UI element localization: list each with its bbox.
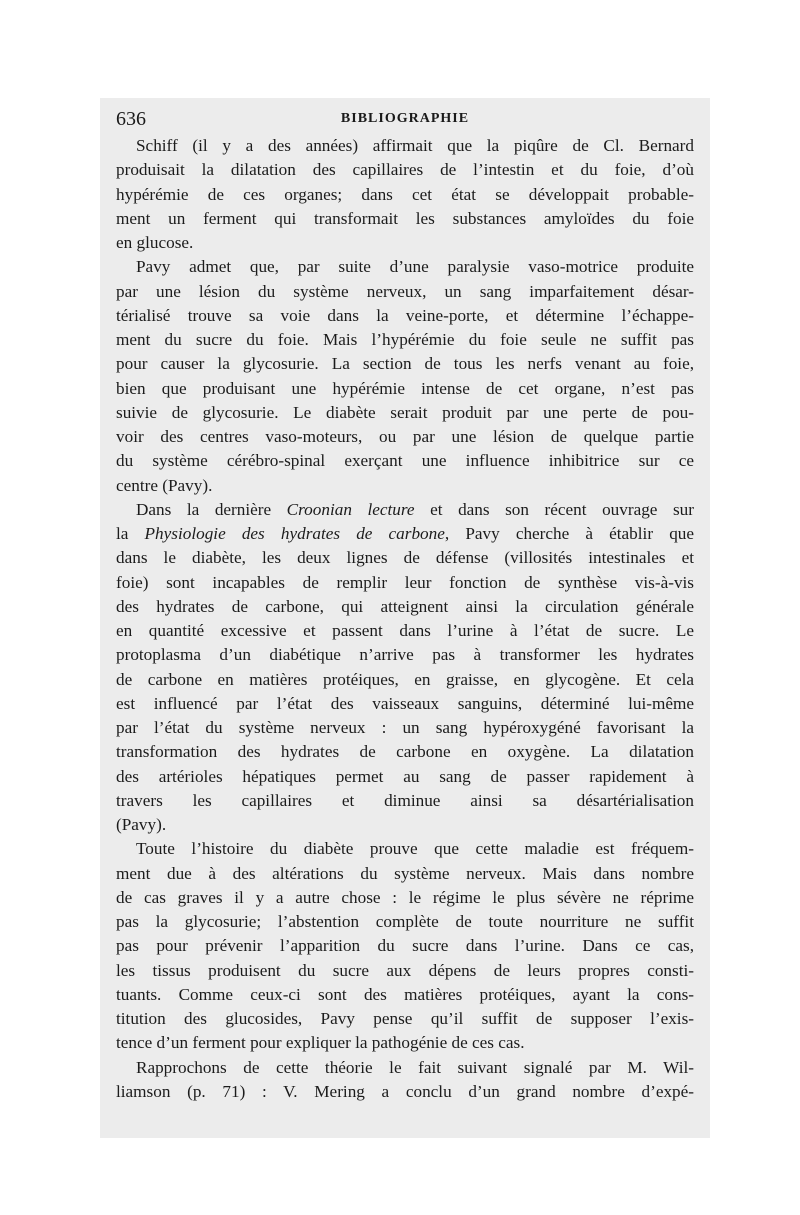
- text-line: liamson (p. 71) : V. Mering a conclu d’un grand nombre d’expé-: [116, 1081, 694, 1101]
- text-line-croonian: Dans la dernière Croonian lecture et dans son récent ouvrage sur: [136, 499, 694, 519]
- text-line-physiologie: la Physiologie des hydrates de carbone, Pavy cherche à établir que: [116, 524, 695, 543]
- paragraph-croonian: [116, 498, 694, 838]
- text-line: en glucose.: [116, 233, 194, 252]
- text-line: ment du sucre du foie. Mais l’hypérémie du foie seule ne suffit pas: [116, 330, 694, 349]
- text-line: foie) sont incapables de remplir leur fonction de synthèse vis-à-vis: [116, 572, 694, 592]
- text-line: des hydrates de carbone, qui atteignent ainsi la circulation générale: [116, 596, 694, 616]
- text-line: centre (Pavy).: [116, 475, 213, 495]
- text-line: pas la glycosurie; l’abstention complète de toute nourriture ne suffit: [116, 912, 694, 931]
- text-line: pour causer la glycosurie. La section de tous les nerfs venant au foie,: [116, 354, 694, 374]
- running-head: BIBLIOGRAPHIE: [340, 111, 470, 126]
- text-line: pas pour prévenir l’apparition du sucre dans l’urine. Dans ce cas,: [116, 936, 694, 956]
- text-line: du système cérébro-spinal exerçant une influence inhibitrice sur ce: [116, 451, 694, 471]
- text-line: les tissus produisent du sucre aux dépens de leurs propres consti-: [116, 960, 694, 980]
- text-line: par l’état du système nerveux : un sang hypéroxygéné favorisant la: [116, 718, 694, 737]
- text-line: est influencé par l’état des vaisseaux sanguins, déterminé lui-même: [116, 693, 694, 713]
- text-line: par une lésion du système nerveux, un sang imparfaitement désar-: [116, 281, 694, 301]
- text-line: voir des centres vaso-moteurs, ou par une lésion de quelque partie: [116, 427, 694, 446]
- text-line: térialisé trouve sa voie dans la veine-porte, et détermine l’échappe-: [116, 305, 694, 325]
- paragraph-rapprochons: [116, 1056, 694, 1105]
- paragraph-pavy-admet: [116, 255, 694, 498]
- paragraph-histoire: [116, 837, 694, 1055]
- text-line: ment due à des altérations du système nerveux. Mais dans nombre: [116, 863, 694, 883]
- text-line: protoplasma d’un diabétique n’arrive pas à transformer les hydrates: [116, 645, 694, 665]
- text-line: transformation des hydrates de carbone en oxygène. La dilatation: [116, 742, 694, 762]
- text-line: en quantité excessive et passent dans l’urine à l’état de sucre. Le: [116, 621, 694, 640]
- text-line: produisait la dilatation des capillaires de l’intestin et du foie, d’où: [116, 160, 694, 180]
- page-header: [116, 104, 694, 134]
- text-line: titution des glucosides, Pavy pense qu’il suffit de supposer l’exis-: [116, 1009, 694, 1028]
- text-line: de carbone en matières protéiques, en graisse, en glycogène. Et cela: [116, 669, 694, 689]
- text-line: tuants. Comme ceux-ci sont des matières protéiques, ayant la cons-: [116, 984, 694, 1004]
- text-line: Toute l’histoire du diabète prouve que cette maladie est fréquem-: [136, 839, 694, 859]
- text-line: hypérémie de ces organes; dans cet état se développait probable-: [116, 184, 694, 204]
- paragraph-schiff: [116, 134, 694, 255]
- text-line: Schiff (il y a des années) affirmait que la piqûre de Cl. Bernard: [136, 136, 694, 155]
- text-line: bien que produisant une hypérémie intense de cet organe, n’est pas: [116, 378, 694, 398]
- body-text: [116, 134, 694, 1104]
- page-number: 636: [116, 108, 146, 130]
- text-line: de cas graves il y a autre chose : le régime le plus sévère ne réprime: [116, 887, 694, 907]
- italic-title: Croonian lecture: [286, 499, 415, 519]
- text-line: tence d’un ferment pour expliquer la pathogénie de ces cas.: [116, 1033, 525, 1053]
- text-line: (Pavy).: [116, 815, 167, 834]
- text-line: ment un ferment qui transformait les substances amyloïdes du foie: [116, 208, 694, 228]
- text-line: dans le diabète, les deux lignes de défense (villosités intestinales et: [116, 548, 694, 568]
- text-line: suivie de glycosurie. Le diabète serait produit par une perte de pou-: [116, 402, 694, 422]
- text-line: Rapprochons de cette théorie le fait suivant signalé par M. Wil-: [136, 1057, 694, 1077]
- italic-title: Physiologie des hydrates de carbone: [144, 524, 445, 543]
- text-line: Pavy admet que, par suite d’une paralysie vaso-motrice produite: [136, 257, 694, 277]
- text-line: des artérioles hépatiques permet au sang de passer rapidement à: [116, 766, 694, 786]
- text-line: travers les capillaires et diminue ainsi sa désartérialisation: [116, 790, 694, 810]
